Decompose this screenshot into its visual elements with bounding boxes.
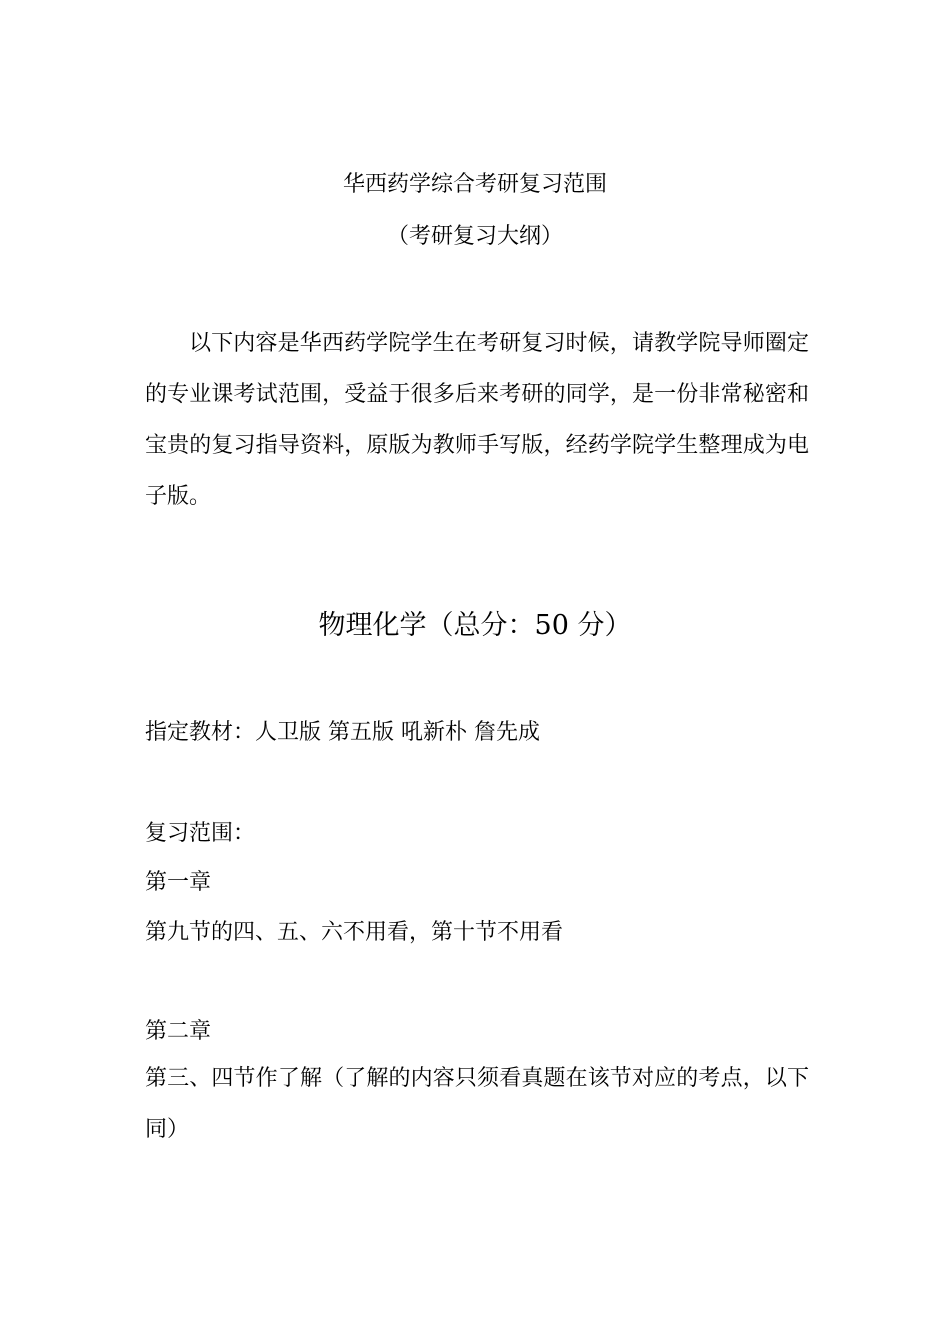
chapter-2-heading: 第二章: [145, 1019, 212, 1044]
chapter-1-heading: 第一章: [145, 870, 212, 895]
chapter-1-detail: 第九节的四、五、六不用看，第十节不用看: [145, 920, 564, 945]
chapter-2-detail: 第三、四节作了解（了解的内容只须看真题在该节对应的考点，以下同）: [145, 1066, 809, 1142]
document-title: 华西药学综合考研复习范围: [342, 172, 607, 197]
intro-paragraph: 以下内容是华西药学院学生在考研复习时候，请教学院导师圈定的专业课考试范围，受益于很多后来考研的同学，是一份非常秘密和宝贵的复习指导资料，原版为教师手写版，经药学院学生整理成为电子版。: [145, 331, 809, 509]
document-subtitle: （考研复习大纲）: [386, 224, 563, 249]
section-title: 物理化学（总分：50 分）: [318, 610, 632, 641]
textbook-line: 指定教材：人卫版 第五版 吼新朴 詹先成: [145, 720, 540, 745]
review-range-label: 复习范围：: [145, 821, 256, 846]
